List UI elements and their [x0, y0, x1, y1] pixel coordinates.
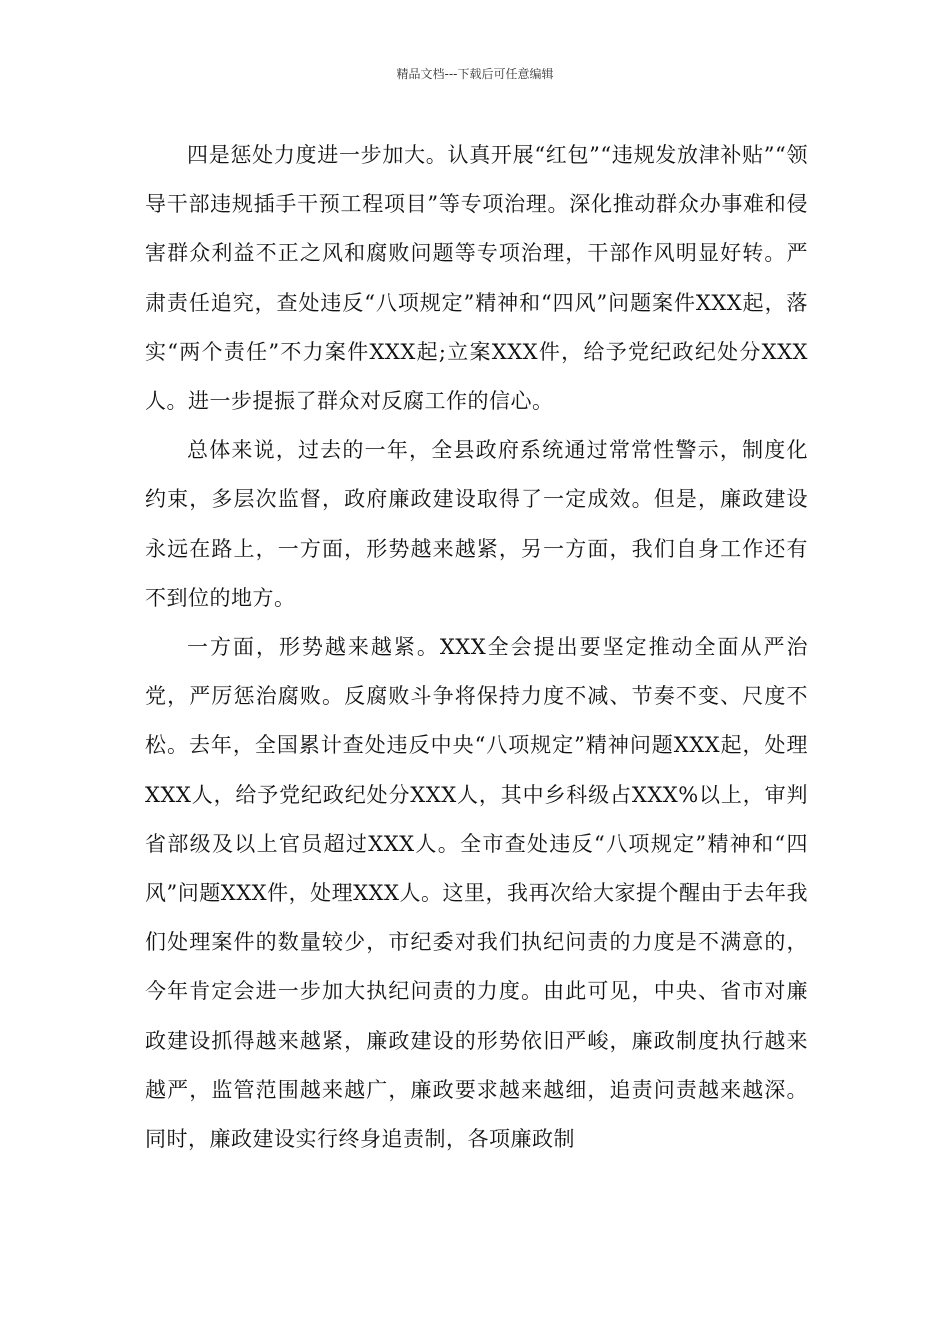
paragraph-summary: 总体来说，过去的一年，全县政府系统通过常常性警示，制度化约束，多层次监督，政府廉政建设取得了一定成效。但是，廉政建设永远在路上，一方面，形势越来越紧，另一方面，我们自身工作还有不到位的地方。	[145, 438, 808, 610]
paragraph-situation: 一方面，形势越来越紧。XXX全会提出要坚定推动全面从严治党，严厉惩治腐败。反腐败斗争将保持力度不减、节奏不变、尺度不松。去年，全国累计查处违反中央“八项规定”精神问题XXX起，处理XXX人，给予党纪政纪处分XXX人，其中乡科级占XXX%以上，审判省部级及以上官员超过XXX人。全市查处违反“八项规定”精神和“四风”问题XXX件，处理XXX人。这里，我再次给大家提个醒由于去年我们处理案件的数量较少，市纪委对我们执纪问责的力度是不满意的，今年肯定会进一步加大执纪问责的力度。由此可见，中央、省市对廉政建设抓得越来越紧，廉政建设的形势依旧严峻，廉政制度执行越来越严，监管范围越来越广，廉政要求越来越细，追责问责越来越深。同时，廉政建设实行终身追责制，各项廉政制	[145, 635, 808, 1152]
page-header: 精品文档---下载后可任意编辑	[396, 67, 554, 81]
paragraph-punishment: 四是惩处力度进一步加大。认真开展“红包”“违规发放津补贴”“领导干部违规插手干预工程项目”等专项治理。深化推动群众办事难和侵害群众利益不正之风和腐败问题等专项治理，干部作风明显好转。严肃责任追究，查处违反“八项规定”精神和“四风”问题案件XXX起，落实“两个责任”不力案件XXX起;立案XXX件，给予党纪政纪处分XXX人。进一步提振了群众对反腐工作的信心。	[145, 143, 808, 414]
document-body	[145, 131, 808, 1164]
